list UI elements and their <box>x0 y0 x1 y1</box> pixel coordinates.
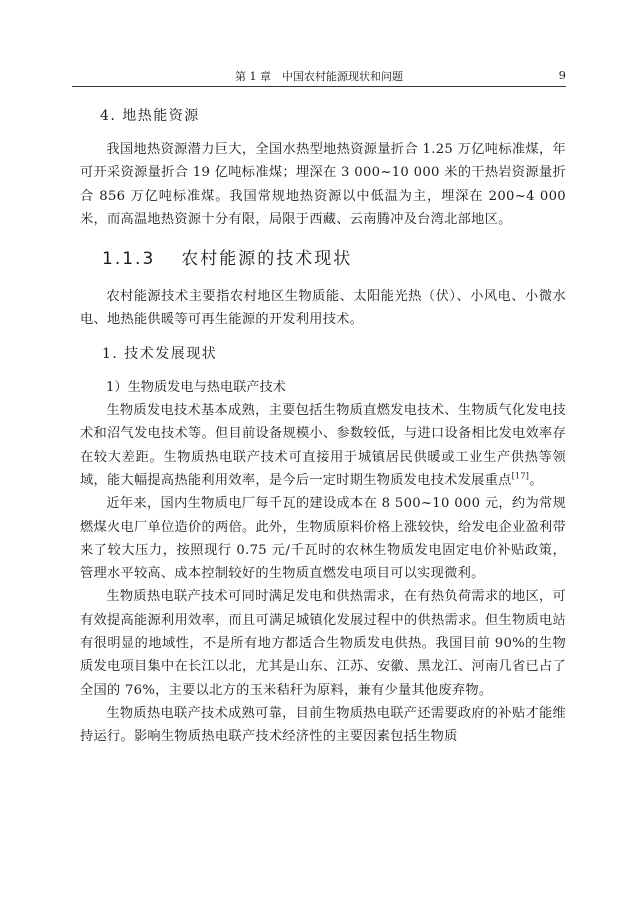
body-text <box>80 104 566 749</box>
running-header <box>72 66 566 84</box>
citation-ref: [17] <box>511 471 530 481</box>
subheading-dev-status: 1. 技术发展现状 <box>102 345 218 362</box>
chapter-title: 第 1 章 中国农村能源现状和问题 <box>235 70 403 83</box>
section-number: 1.1.3 <box>102 249 156 270</box>
header-rule <box>72 86 566 87</box>
paragraph-biomass-1: 生物质发电技术基本成熟，主要包括生物质直燃发电技术、生物质气化发电技术和沼气发电技术等。但目前设备规模小、参数较低，与进口设备相比发电效率存在较大差距。生物质热电联产技术可直接用于城镇居民供暖或工业生产供热等领域，能大幅提高热能利用效率，是今后一定时期生物质发电技术发展重点[17]。 <box>80 403 566 488</box>
paragraph-geothermal: 我国地热资源潜力巨大，全国水热型地热资源量折合 1.25 万亿吨标准煤，年可开采资源量折合 19 亿吨标准煤；埋深在 3 000~10 000 米的干热岩资源量折合 856 万亿吨标准煤。我国常规地热资源以中低温为主，埋深在 200~4 000 米，而高温地热资源十分有限，局限于西藏、云南腾冲及台湾北部地区。 <box>80 142 566 227</box>
section-title: 农村能源的技术现状 <box>181 249 353 270</box>
subheading-geothermal: 4. 地热能资源 <box>100 108 200 124</box>
page-number: 9 <box>558 68 566 82</box>
paragraph-biomass-3: 生物质热电联产技术可同时满足发电和供热需求，在有热负荷需求的地区，可有效提高能源利用效率，而且可满足城镇化发展过程中的供热需求。但生物质电站有很明显的地域性，不是所有地方都适合生物质发电供热。我国目前 90%的生物质发电项目集中在长江以北，尤其是山东、江苏、安徽、黑龙江、河南几省已占了全国的 76%，主要以北方的玉米秸秆为原料，兼有少量其他废弃物。 <box>80 589 566 698</box>
paragraph-biomass-4: 生物质热电联产技术成熟可靠，目前生物质热电联产还需要政府的补贴才能维持运行。影响生物质热电联产技术经济性的主要因素包括生物质 <box>80 705 566 745</box>
paragraph-biomass-2: 近年来，国内生物质电厂每千瓦的建设成本在 8 500~10 000 元，约为常规燃煤火电厂单位造价的两倍。此外，生物质原料价格上涨较快，给发电企业盈利带来了较大压力，按照现行 0.75 元/千瓦时的农林生物质发电固定电价补贴政策，管理水平较高、成本控制较好的生物质直燃发电项目可以实现微利。 <box>80 496 566 582</box>
section-heading-1-1-3 <box>80 245 566 273</box>
paragraph-intro: 农村能源技术主要指农村地区生物质能、太阳能光热（伏）、小风电、小微水电、地热能供暖等可再生能源的开发利用技术。 <box>80 289 566 328</box>
sub-item-biomass-power: 1）生物质发电与热电联产技术 <box>106 379 286 395</box>
